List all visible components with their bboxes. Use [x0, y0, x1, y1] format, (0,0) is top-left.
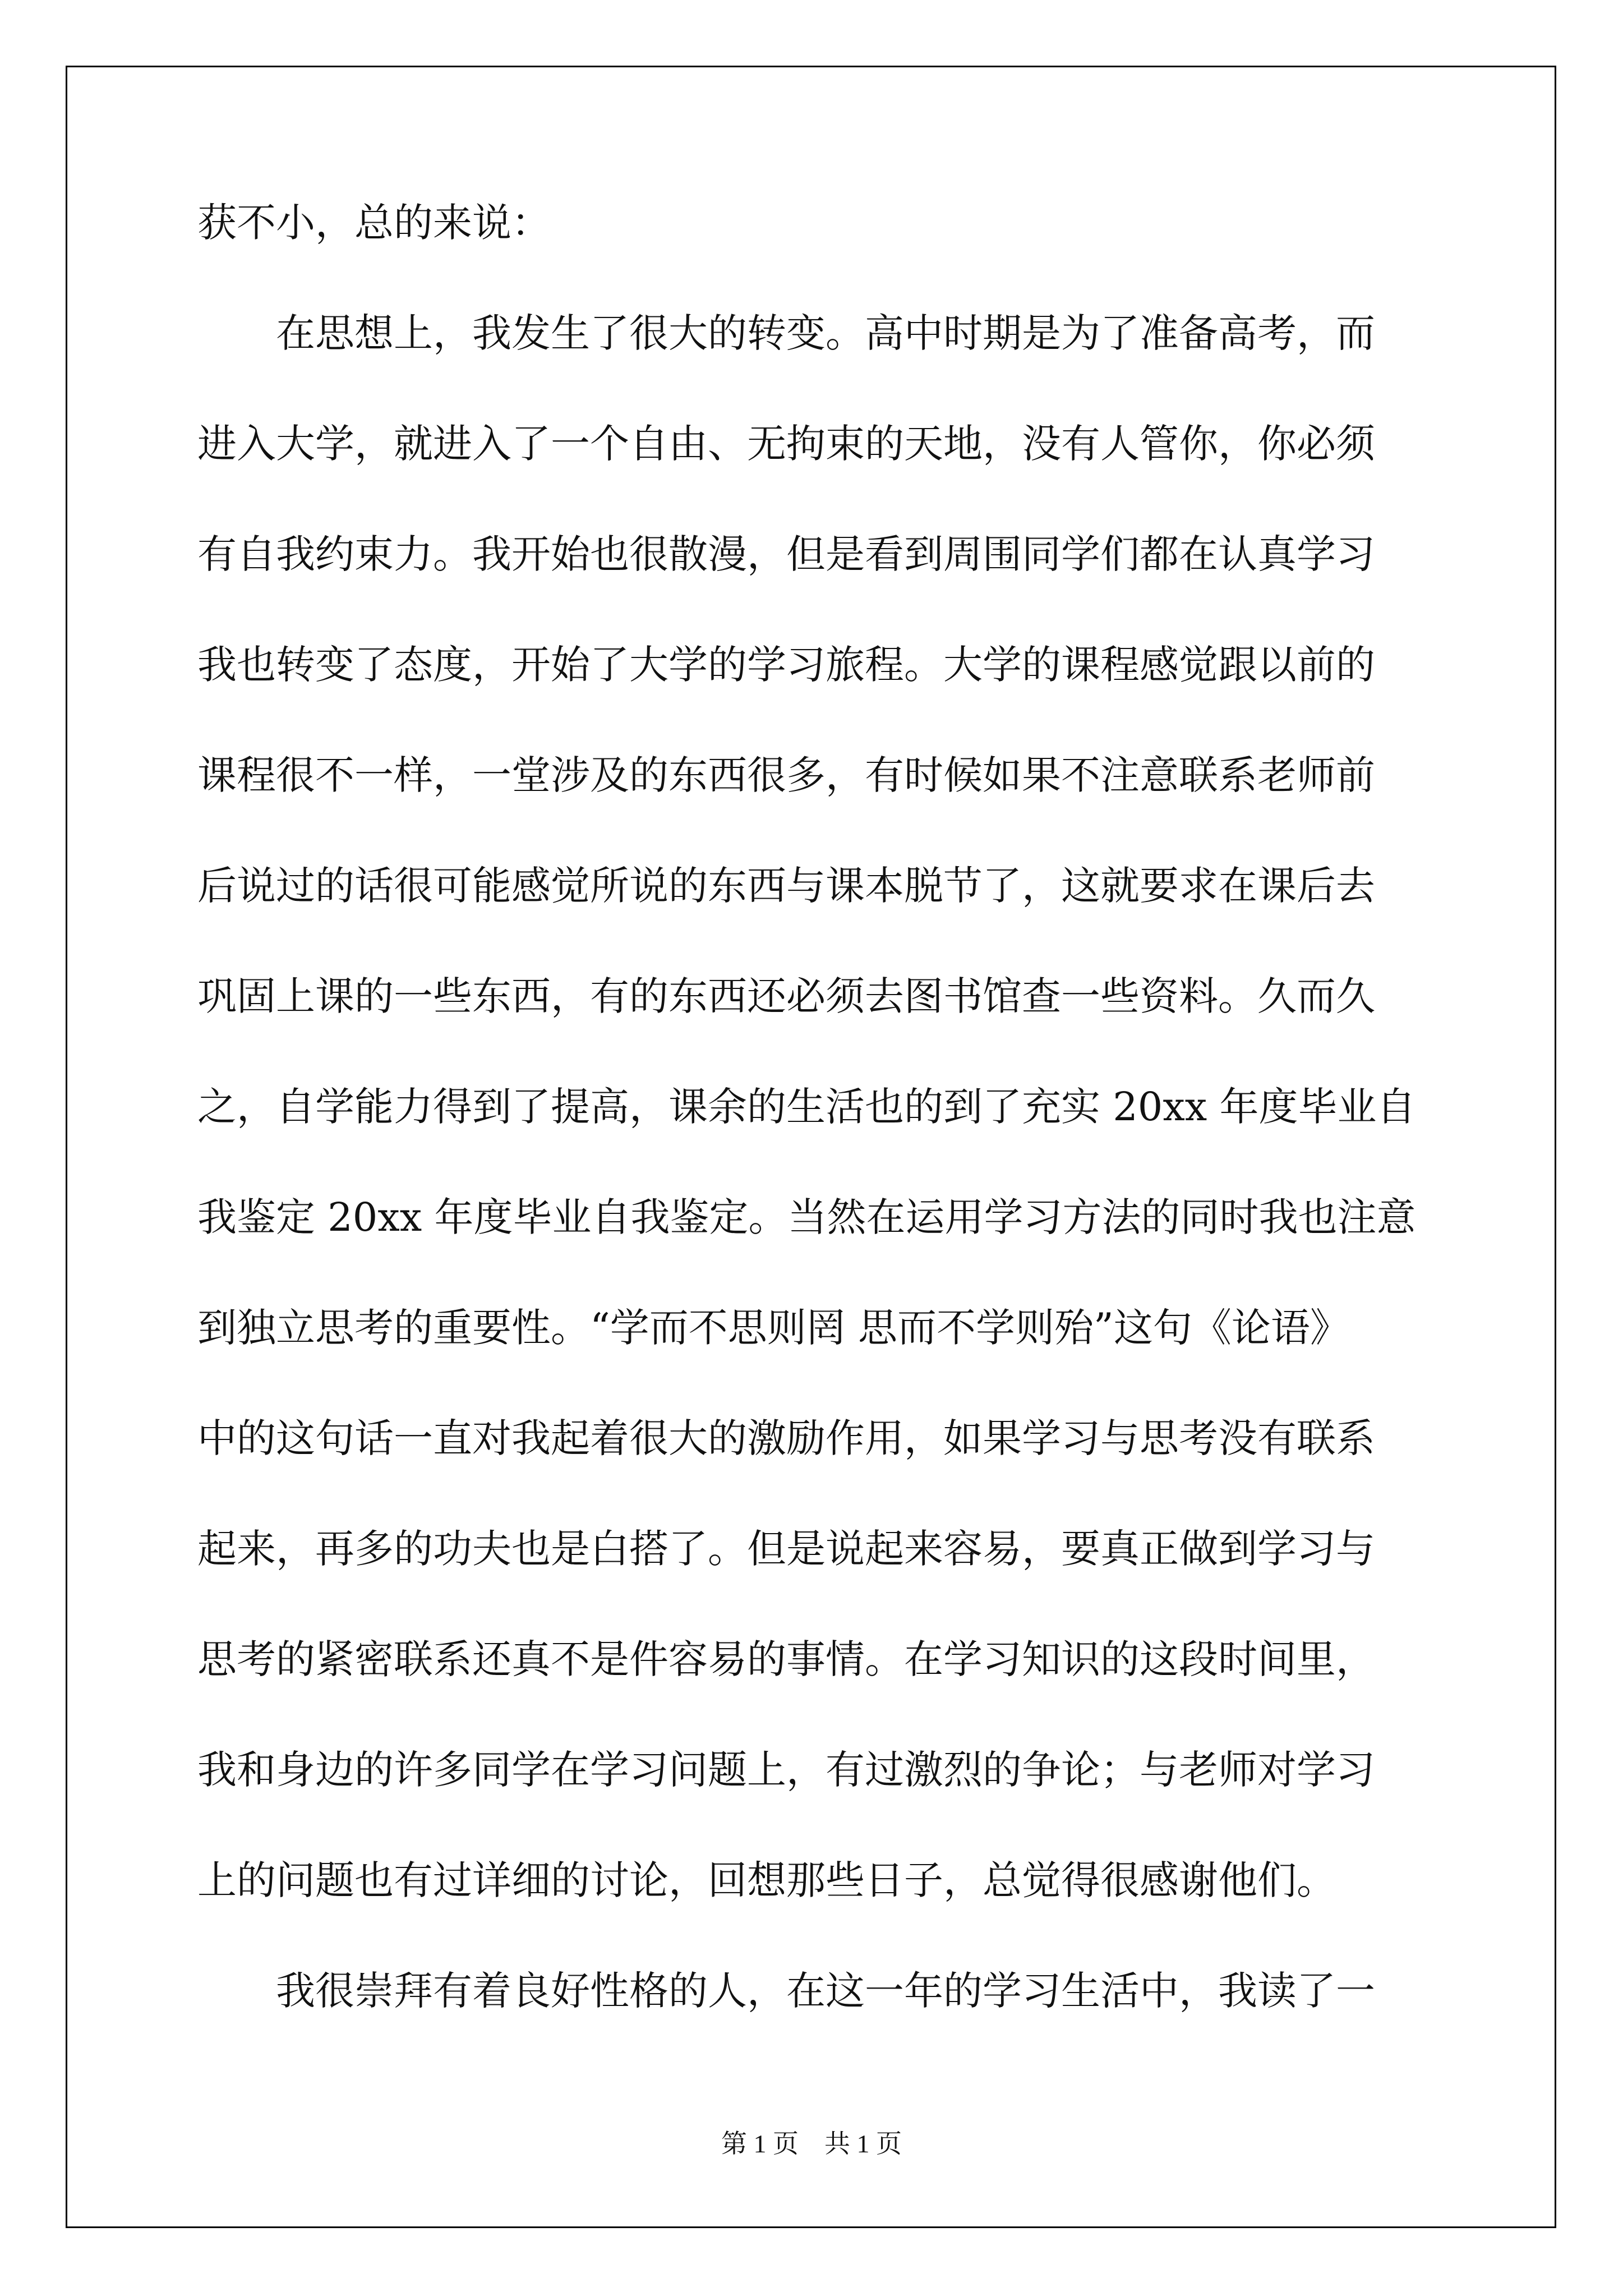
- text-line: 中的这句话一直对我起着很大的激励作用，如果学习与思考没有联系: [197, 1415, 1375, 1461]
- text-line: 起来，再多的功夫也是白搭了。但是说起来容易，要真正做到学习与: [197, 1526, 1375, 1572]
- text-line: 有自我约束力。我开始也很散漫，但是看到周围同学们都在认真学习: [197, 531, 1375, 577]
- page-footer: 第 1 页 共 1 页: [721, 2129, 902, 2158]
- text-line: 在思想上，我发生了很大的转变。高中时期是为了准备高考，而: [197, 310, 1375, 356]
- text-line: 思考的紧密联系还真不是件容易的事情。在学习知识的这段时间里，: [197, 1636, 1375, 1682]
- text-line: 进入大学，就进入了一个自由、无拘束的天地，没有人管你，你必须: [197, 421, 1375, 467]
- text-line: 课程很不一样，一堂涉及的东西很多，有时候如果不注意联系老师前: [197, 752, 1375, 798]
- text-line: 后说过的话很可能感觉所说的东西与课本脱节了，这就要求在课后去: [197, 863, 1375, 909]
- text-line: 我鉴定 20xx 年度毕业自我鉴定。当然在运用学习方法的同时我也注意: [197, 1194, 1416, 1240]
- text-line: 我也转变了态度，开始了大学的学习旅程。大学的课程感觉跟以前的: [197, 642, 1375, 688]
- text-line: 到独立思考的重要性。“学而不思则罔 思而不学则殆”这句《论语》: [197, 1305, 1349, 1351]
- page-border: [66, 66, 1556, 2228]
- text-line: 巩固上课的一些东西，有的东西还必须去图书馆查一些资料。久而久: [197, 973, 1375, 1019]
- text-line: 获不小，总的来说：: [197, 200, 551, 246]
- text-line: 之，自学能力得到了提高，课余的生活也的到了充实 20xx 年度毕业自: [197, 1084, 1416, 1130]
- text-line: 我很崇拜有着良好性格的人，在这一年的学习生活中，我读了一: [197, 1968, 1375, 2014]
- text-line: 上的问题也有过详细的讨论，回想那些日子，总觉得很感谢他们。: [197, 1857, 1336, 1903]
- text-line: 我和身边的许多同学在学习问题上，有过激烈的争论；与老师对学习: [197, 1747, 1375, 1793]
